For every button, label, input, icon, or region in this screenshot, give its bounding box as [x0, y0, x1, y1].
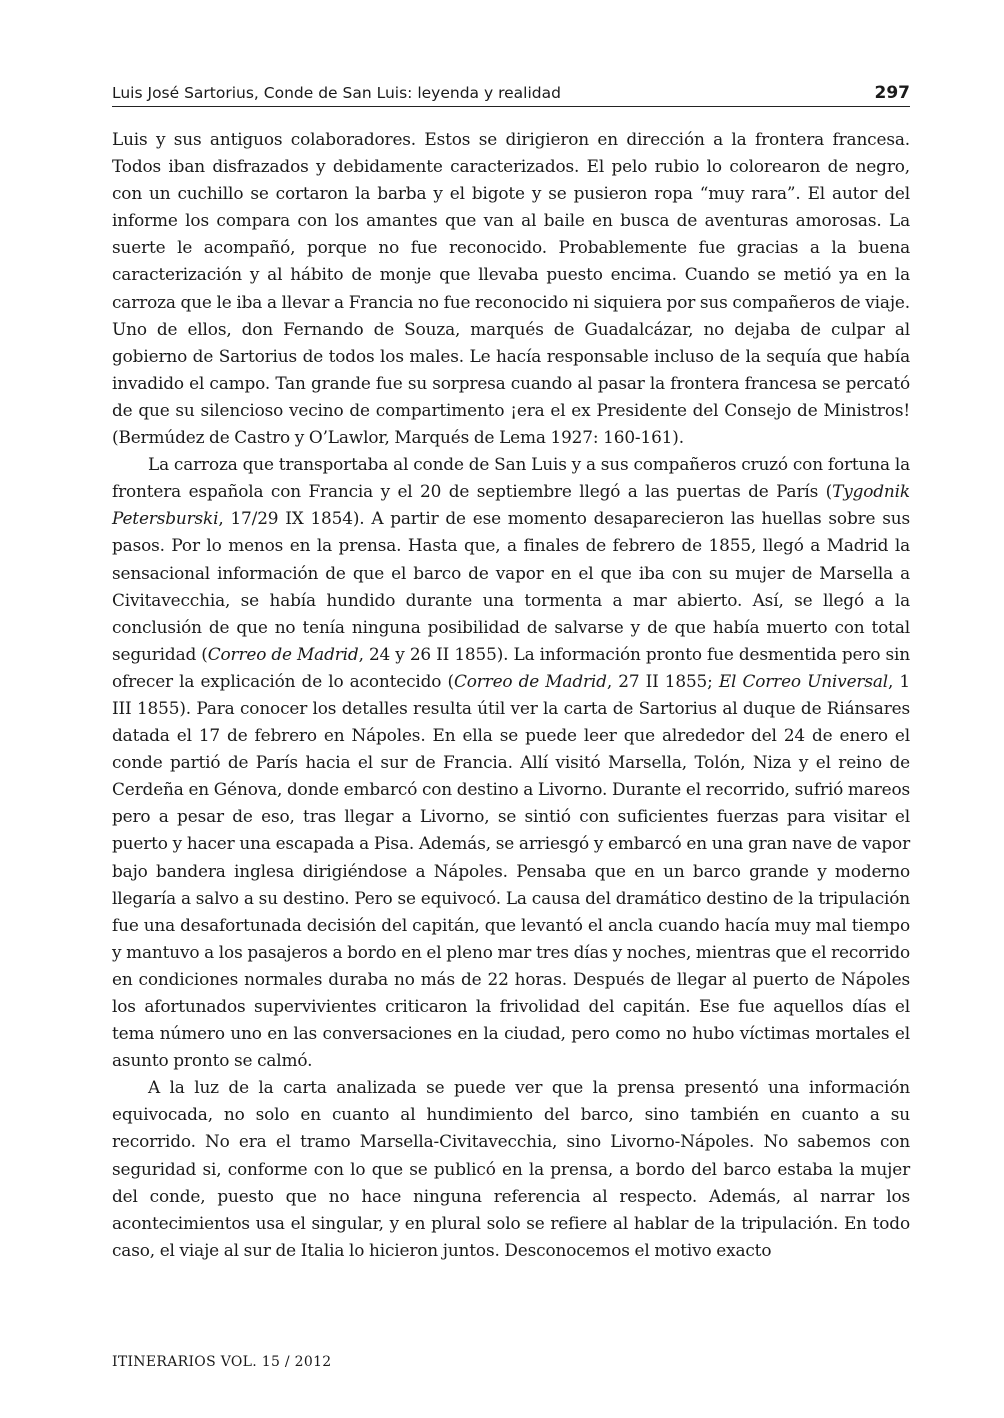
- paragraph-segment: , 27 II 1855;: [606, 670, 719, 691]
- paragraph-segment: Luis y sus antiguos colaboradores. Estos se dirigieron en dirección a la frontera francesa. Todos iban disfrazados y debidamente caracterizados. El pelo rubio lo colorearon de negro, con un cuchillo se cortaron la barba y el bigote y se pusieron ropa “muy rara”. El autor del informe los compara con los amantes que van al baile en busca de aventuras amorosas. La suerte le acompañó, porque no fue reconocido. Probablemente fue gracias a la buena caracterización y al hábito de monje que llevaba puesto encima. Cuando se metió ya en la carroza que le iba a llevar a Francia no fue reconocido ni siquiera por sus compañeros de viaje. Uno de ellos, don Fernando de Souza, marqués de Guadalcázar, no dejaba de culpar al gobierno de Sartorius de todos los males. Le hacía responsable incluso de la sequía que había invadido el campo. Tan grande fue su sorpresa cuando al pasar la frontera francesa se percató de que su silencioso vecino de compartimento ¡era el ex Presidente del Consejo de Ministros! (Bermúdez de Castro y O’Lawlor, Marqués de Lema 1927: 160-161).: [112, 129, 910, 448]
- body-text: [112, 126, 910, 1264]
- running-head: [112, 80, 910, 107]
- journal-footer: ITINERARIOS VOL. 15 / 2012: [112, 1354, 332, 1370]
- paragraph-segment: , 17/29 IX 1854). A partir de ese momento desaparecieron las huellas sobre sus pasos. Por lo menos en la prensa. Hasta que, a finales de febrero de 1855, llegó a Madrid la sensacional información de que el barco de vapor en el que iba con su mujer de Marsella a Civitavecchia, se había hundido durante una tormenta a mar abierto. Así, se llegó a la conclusión de que no tenía ninguna posibilidad de salvarse y de que había muerto con total seguridad (: [112, 508, 910, 664]
- page-number: 297: [874, 83, 910, 103]
- paragraph-2: [112, 451, 910, 1074]
- paragraph-segment: La carroza que transportaba al conde de San Luis y a sus compañeros cruzó con fortuna la frontera española con Francia y el 20 de septiembre llegó a las puertas de París (: [112, 454, 910, 502]
- paragraph-segment: , 24 y 26 II 1855). La información pronto fue desmentida pero sin ofrecer la explicación de lo acontecido (: [112, 643, 910, 691]
- citation-title: Tygodnik Petersburski: [112, 481, 910, 529]
- paragraph-segment: , 1 III 1855). Para conocer los detalles resulta útil ver la carta de Sartorius al duque de Riánsares datada el 17 de febrero en Nápoles. En ella se puede leer que alrededor del 24 de enero el conde partió de París hacia el sur de Francia. Allí visitó Marsella, Tolón, Niza y el reino de Cerdeña en Génova, donde embarcó con destino a Livorno. Durante el recorrido, sufrió mareos pero a pesar de eso, tras llegar a Livorno, se sintió con suficientes fuerzas para visitar el puerto y hacer una escapada a Pisa. Además, se arriesgó y embarcó en una gran nave de vapor bajo bandera inglesa dirigiéndose a Nápoles. Pensaba que en un barco grande y moderno llegaría a salvo a su destino. Pero se equivocó. La causa del dramático destino de la tripulación fue una desafortunada decisión del capitán, que levantó el ancla cuando hacía muy mal tiempo y mantuvo a los pasajeros a bordo en el pleno mar tres días y noches, mientras que el recorrido en condiciones normales duraba no más de 22 horas. Después de llegar al puerto de Nápoles los afortunados supervivientes criticaron la frivolidad del capitán. Ese fue aquellos días el tema número uno en las conversaciones en la ciudad, pero como no hubo víctimas mortales el asunto pronto se calmó.: [112, 670, 911, 1071]
- paragraph-3: [112, 1074, 910, 1264]
- citation-title: Correo de Madrid: [207, 643, 359, 664]
- citation-title: El Correo Universal: [718, 670, 889, 691]
- paragraph-segment: A la luz de la carta analizada se puede ver que la prensa presentó una información equivocada, no solo en cuanto al hundimiento del barco, sino también en cuanto a su recorrido. No era el tramo Marsella-Civitavecchia, sino Livorno-Nápoles. No sabemos con seguridad si, conforme con lo que se publicó en la prensa, a bordo del barco estaba la mujer del conde, puesto que no hace ninguna referencia al respecto. Además, al narrar los acontecimientos usa el singular, y en plural solo se refiere al hablar de la tripulación. En todo caso, el viaje al sur de Italia lo hicieron juntos. Desconocemos el motivo exacto: [112, 1077, 910, 1260]
- citation-title: Correo de Madrid: [453, 670, 607, 691]
- running-title: Luis José Sartorius, Conde de San Luis: leyenda y realidad: [112, 84, 561, 102]
- paragraph-1: [112, 126, 910, 451]
